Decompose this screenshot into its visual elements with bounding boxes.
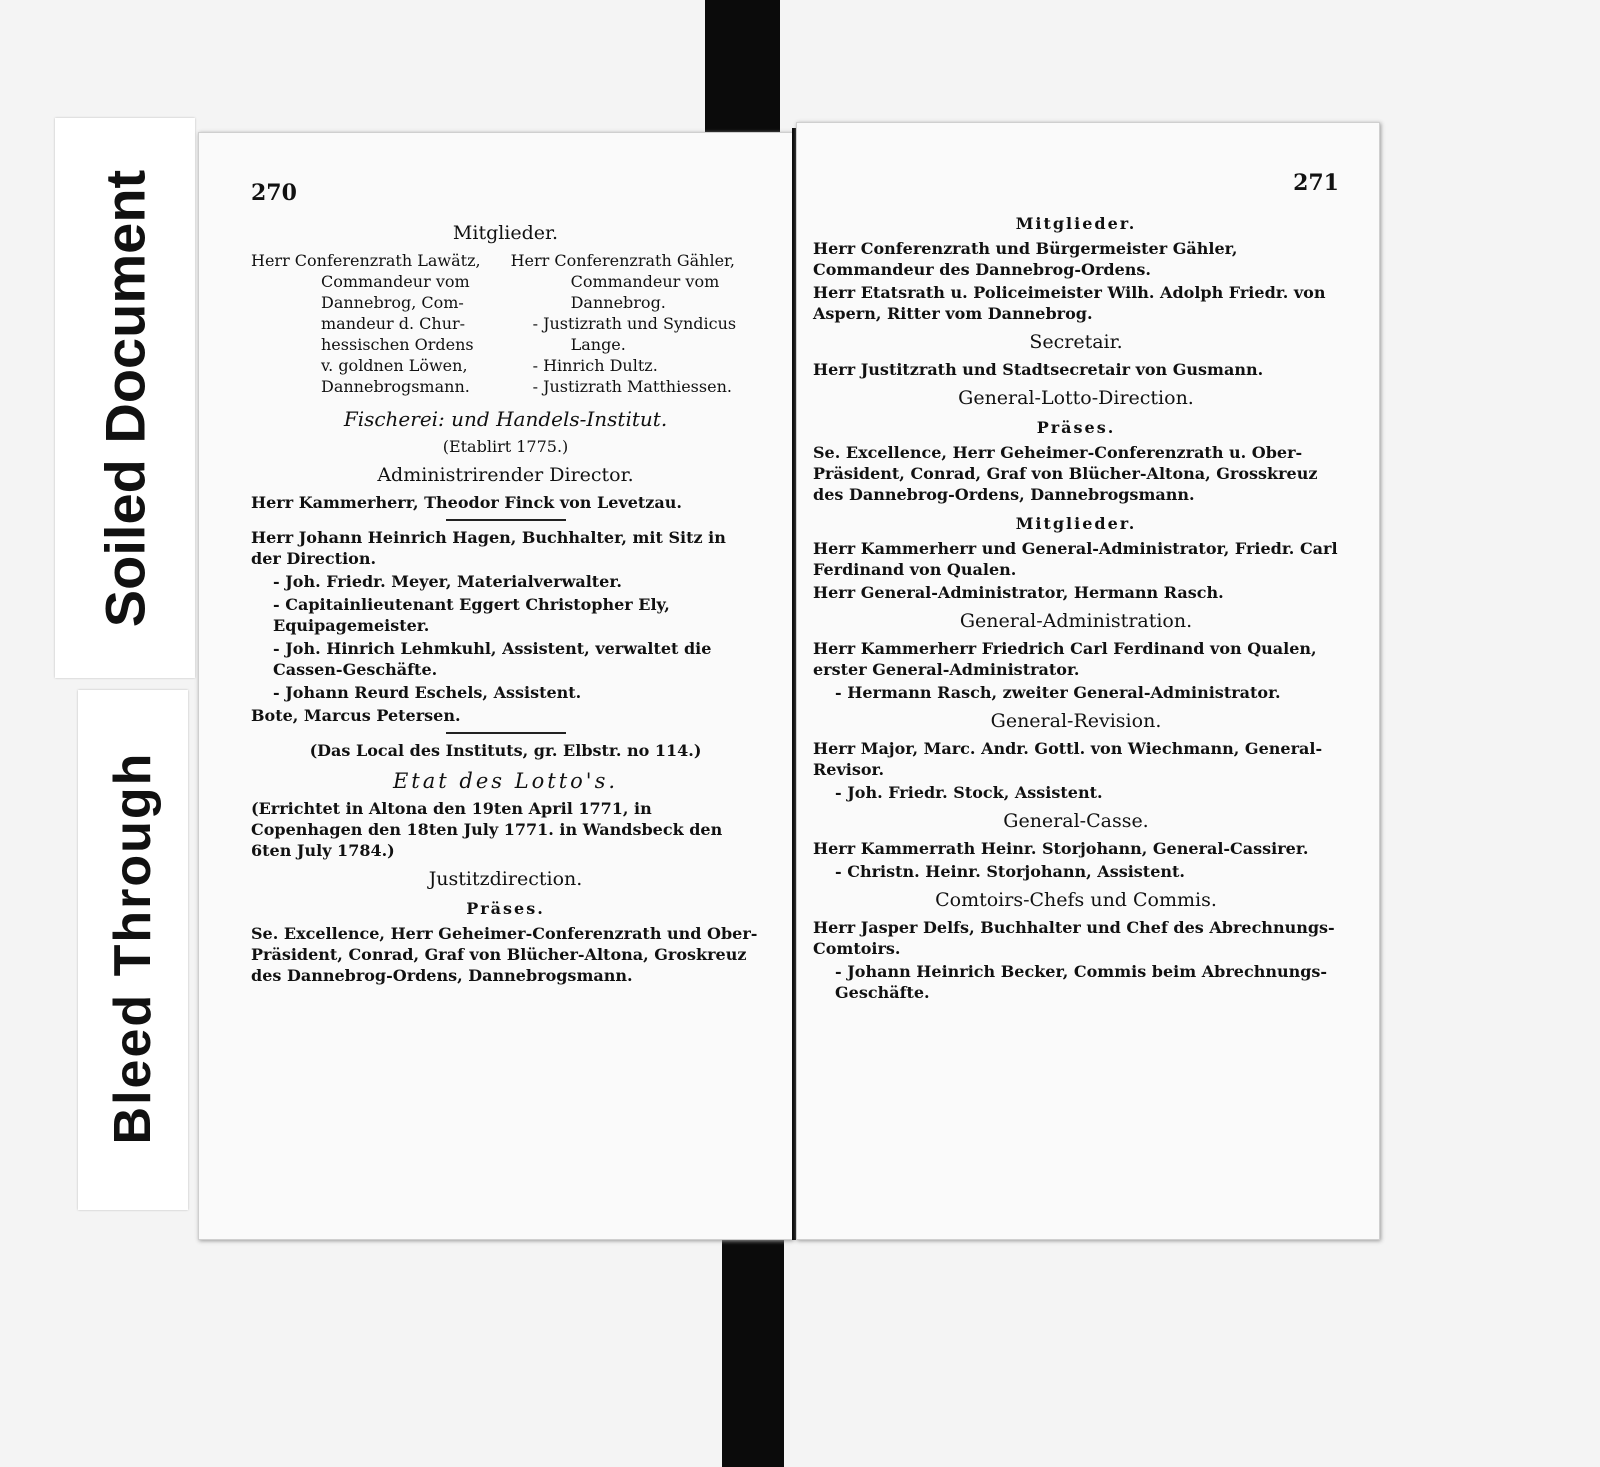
binding-strip-bottom — [722, 1225, 784, 1467]
fischerei-heading: Fischerei: und Handels-Institut. — [343, 407, 668, 431]
soiled-document-label: Soiled Document — [93, 169, 157, 628]
general-casse-entry: - Christn. Heinr. Storjohann, Assistent. — [835, 862, 1185, 881]
col2-line: Commandeur vom — [570, 272, 720, 291]
general-revision-entry: Herr Major, Marc. Andr. Gottl. von Wiechmann, General-Revisor. — [813, 739, 1323, 779]
staff-entry: - Joh. Friedr. Meyer, Materialverwalter. — [273, 572, 622, 591]
staff-entry: Herr Johann Heinrich Hagen, Buchhalter, mit Sitz in der Direction. — [251, 528, 726, 568]
col1-line: v. goldnen Löwen, — [321, 356, 468, 375]
col1-line: Herr Conferenzrath Lawätz, — [251, 251, 481, 270]
section-rule — [446, 519, 566, 521]
staff-entry: - Capitainlieutenant Eggert Christopher Ely, Equipagemeister. — [273, 595, 670, 635]
col2-line: Dannebrog. — [570, 293, 666, 312]
col1-line: hessischen Ordens — [321, 335, 474, 354]
binding-strip-top — [705, 0, 780, 140]
praeses-text: Se. Excellence, Herr Geheimer-Conferenzrath u. Ober-Präsident, Conrad, Graf von Blücher-Altona, Grosskreuz des Dannebrog-Ordens, Dannebrogsmann. — [813, 443, 1318, 504]
comtoirs-entry: Herr Jasper Delfs, Buchhalter und Chef des Abrechnungs-Comtoirs. — [813, 918, 1335, 958]
secretair-heading: Secretair. — [1029, 331, 1123, 353]
right-page — [796, 122, 1380, 1240]
secretair-line: Herr Justitzrath und Stadtsecretair von Gusmann. — [813, 360, 1264, 379]
col2-line: Herr Conferenzrath Gähler, — [510, 251, 736, 270]
mitglieder-col-1 — [251, 250, 500, 397]
staff-entry: - Johann Reurd Eschels, Assistent. — [273, 683, 582, 702]
staff-entry: - Joh. Hinrich Lehmkuhl, Assistent, verwaltet die Cassen-Geschäfte. — [273, 639, 712, 679]
page-number-left: 270 — [251, 180, 297, 206]
mitglieder2-entry: Herr General-Administrator, Hermann Rasch. — [813, 583, 1224, 602]
etablirt-note: (Etablirt 1775.) — [442, 437, 569, 456]
mitglieder-col-2 — [511, 250, 760, 397]
general-casse-heading: General-Casse. — [1003, 810, 1149, 832]
admin-director-heading: Administrirender Director. — [377, 464, 634, 486]
mitglieder-heading: Mitglieder. — [1015, 214, 1137, 233]
staff-entry: Bote, Marcus Petersen. — [251, 706, 461, 725]
bleed-through-label: Bleed Through — [104, 751, 162, 1145]
col2-line: - Justizrath und Syndicus — [532, 314, 737, 333]
col1-line: Dannebrog, Com- — [321, 293, 464, 312]
col2-line: Lange. — [570, 335, 626, 354]
general-lotto-heading: General-Lotto-Direction. — [958, 387, 1194, 409]
bleed-through-tab — [78, 690, 188, 1210]
left-page — [198, 132, 793, 1240]
section-rule — [446, 732, 566, 734]
col1-line: Commandeur vom — [321, 272, 470, 291]
general-admin-entry: Herr Kammerherr Friedrich Carl Ferdinand von Qualen, erster General-Administrator. — [813, 639, 1317, 679]
page-number-right: 271 — [1293, 170, 1339, 196]
mitglieder2-heading: Mitglieder. — [1015, 514, 1137, 533]
local-note: (Das Local des Instituts, gr. Elbstr. no 114.) — [309, 741, 702, 760]
mitglieder2-entry: Herr Kammerherr und General-Administrator, Friedr. Carl Ferdinand von Qualen. — [813, 539, 1338, 579]
comtoirs-entry: - Johann Heinrich Becker, Commis beim Abrechnungs-Geschäfte. — [835, 962, 1328, 1002]
col2-line: - Hinrich Dultz. — [532, 356, 658, 375]
mitglieder-entry: Herr Etatsrath u. Policeimeister Wilh. Adolph Friedr. von Aspern, Ritter vom Dannebrog. — [813, 283, 1326, 323]
general-admin-heading: General-Administration. — [959, 610, 1193, 632]
mitglieder-heading: Mitglieder. — [452, 222, 559, 244]
col1-line: Dannebrogsmann. — [321, 377, 470, 396]
soiled-document-tab — [55, 118, 195, 678]
mitglieder-columns — [251, 250, 760, 397]
praeses-heading: Präses. — [466, 899, 545, 918]
comtoirs-heading: Comtoirs-Chefs und Commis. — [935, 889, 1217, 911]
col2-line: - Justizrath Matthiessen. — [532, 377, 732, 396]
justiz-heading: Justitzdirection. — [428, 868, 583, 890]
admin-director-line: Herr Kammerherr, Theodor Finck von Levetzau. — [251, 493, 682, 512]
general-revision-heading: General-Revision. — [990, 710, 1162, 732]
general-admin-entry: - Hermann Rasch, zweiter General-Administrator. — [835, 683, 1281, 702]
etat-heading: Etat des Lotto's. — [392, 769, 619, 793]
general-revision-entry: - Joh. Friedr. Stock, Assistent. — [835, 783, 1103, 802]
mitglieder-entry: Herr Conferenzrath und Bürgermeister Gähler, Commandeur des Dannebrog-Ordens. — [813, 239, 1238, 279]
errichtet-note: (Errichtet in Altona den 19ten April 1771, in Copenhagen den 18ten July 1771. in Wandsbeck den 6ten July 1784.) — [251, 799, 723, 860]
col1-line: mandeur d. Chur- — [321, 314, 466, 333]
praeses-heading: Präses. — [1036, 418, 1116, 437]
general-casse-entry: Herr Kammerrath Heinr. Storjohann, General-Cassirer. — [813, 839, 1309, 858]
praeses-text: Se. Excellence, Herr Geheimer-Conferenzrath und Ober-Präsident, Conrad, Graf von Blücher-Altona, Groskreuz des Dannebrog-Ordens, Dannebrogsmann. — [251, 924, 758, 985]
